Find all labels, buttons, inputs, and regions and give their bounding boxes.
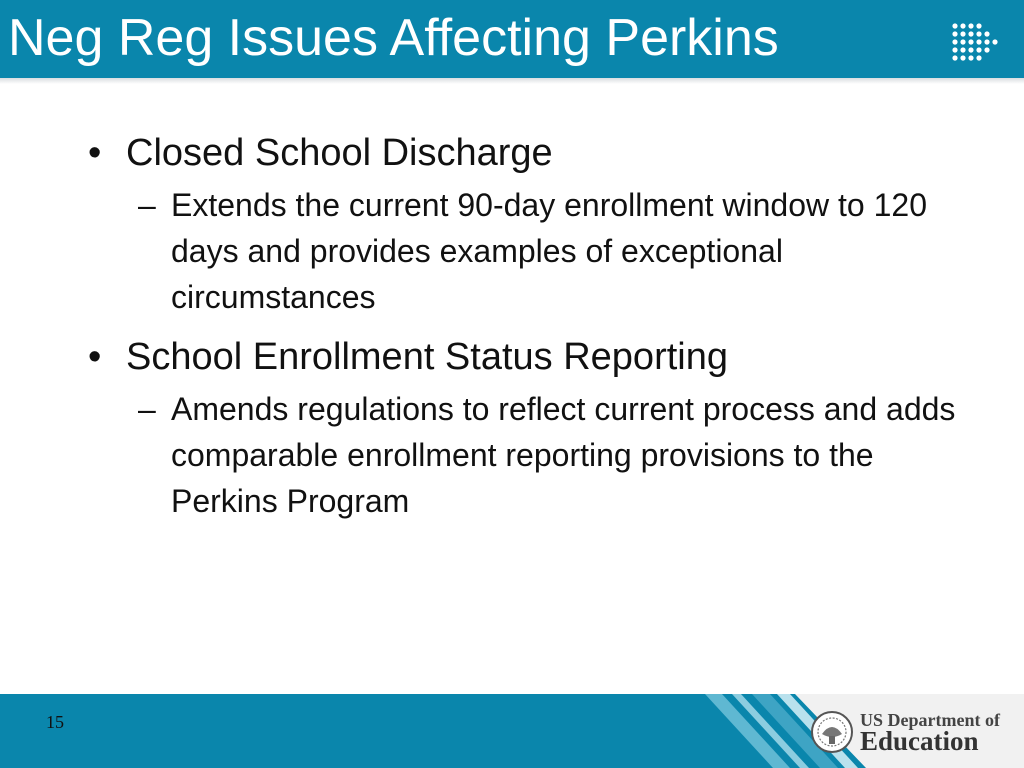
bullet-mark: • [88, 336, 102, 378]
bullet-mark: • [88, 132, 102, 174]
bullet-text: Closed School Discharge [126, 132, 553, 174]
slide-title: Neg Reg Issues Affecting Perkins [8, 9, 779, 67]
department-name-line1: US Department of [860, 710, 1000, 730]
dotted-arrow-icon [950, 16, 1000, 66]
slide-content [88, 130, 968, 538]
department-name-line2: Education [860, 726, 979, 756]
page-number: 15 [46, 712, 64, 732]
sub-bullet-closed-school-discharge [138, 182, 968, 320]
sub-bullet-text: Extends the current 90-day enrollment window to 120 days and provides examples of exceptional circumstances [171, 187, 927, 315]
bullet-school-enrollment-status-reporting [88, 334, 968, 380]
sub-bullet-enrollment-reporting [138, 386, 968, 524]
sub-bullet-text: Amends regulations to reflect current process and adds comparable enrollment reporting provisions to the Perkins Program [171, 391, 956, 519]
title-bar-shadow [0, 78, 1024, 84]
title-bar [0, 0, 1024, 78]
department-seal-icon [810, 710, 854, 754]
bullet-text: School Enrollment Status Reporting [126, 336, 728, 378]
dash-mark: – [138, 391, 156, 427]
bullet-closed-school-discharge [88, 130, 968, 176]
dash-mark: – [138, 187, 156, 223]
